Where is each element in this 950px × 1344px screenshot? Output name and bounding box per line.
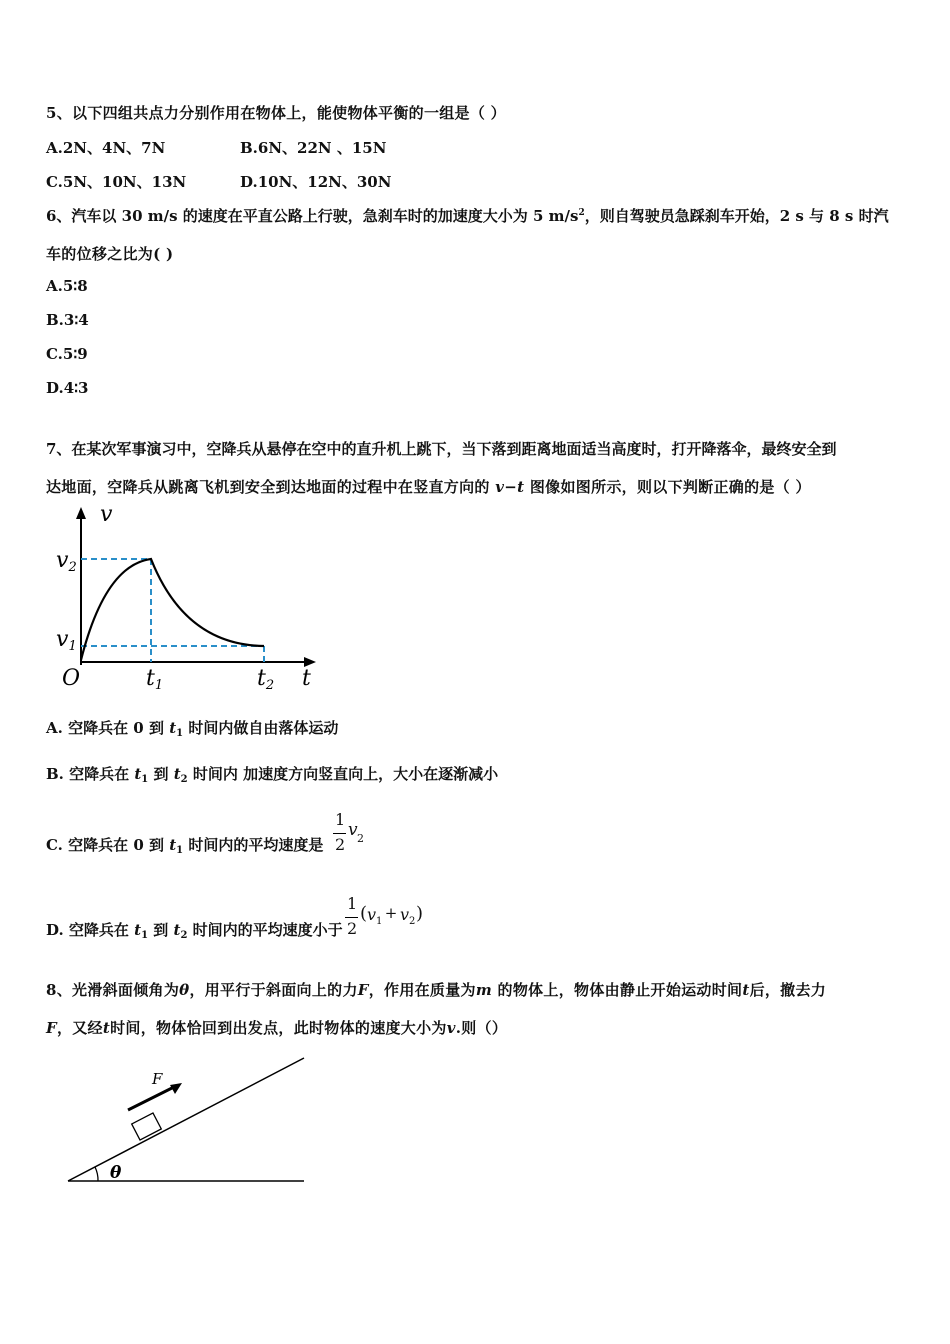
q8-stem-part-b: ，用平行于斜面向上的力 <box>189 981 358 999</box>
q7-option-c-part1: C. 空降兵在 0 到 <box>46 836 170 854</box>
q7-option-b-t1: t <box>134 765 142 783</box>
q6-stem-line2: 车的位移之比为( ) <box>46 245 174 263</box>
q7-stem-line2 <box>46 476 811 497</box>
q7-stem-part-a: 达地面，空降兵从跳离飞机到安全到达地面的过程中在竖直方向的 <box>46 478 496 496</box>
q7-option-d-v1-sub: 1 <box>376 916 383 927</box>
q7-t2-label <box>257 666 274 693</box>
q5-option-b: B.6N、22N 、15N <box>240 139 387 157</box>
q7-t-axis-label: t <box>302 666 311 691</box>
q7-stem-line1: 7、在某次军事演习中，空降兵从悬停在空中的直升机上跳下，当下落到距离地面适当高度时，打开降落伞，最终安全到 <box>46 440 837 458</box>
q7-option-d-v1: v <box>367 905 377 924</box>
q7-origin-label: O <box>62 666 81 691</box>
q5-stem: 5、以下四组共点力分别作用在物体上，能使物体平衡的一组是（ ） <box>46 104 506 122</box>
q7-option-c-var: v <box>348 820 358 840</box>
q7-velocity-curve <box>81 559 264 660</box>
q7-option-d-mid: 到 <box>148 921 174 939</box>
q8-force-label: F <box>152 1070 163 1088</box>
q8-force-arrow <box>128 1086 176 1110</box>
q8-theta: θ <box>179 981 190 999</box>
q7-option-d-t2-sub: 2 <box>180 930 188 941</box>
q7-option-d-v2: v <box>400 905 410 924</box>
q7-v-axis-arrow <box>76 507 86 519</box>
q6-option-b: B.3∶4 <box>46 311 89 329</box>
q8-stem-part-e: 后，撤去力 <box>749 981 827 999</box>
q7-option-d-frac-den: 2 <box>347 919 358 938</box>
q7-option-c-part2: 时间内的平均速度是 <box>183 836 324 854</box>
q6-stem-line1 <box>46 205 889 226</box>
q7-t2-sub: 2 <box>265 678 275 693</box>
q5-option-d: D.10N、12N、30N <box>240 173 392 191</box>
q7-option-c-frac-den: 2 <box>335 835 346 854</box>
q7-option-c-var-sub: 2 <box>357 832 364 845</box>
q8-stem-part-a: 8、光滑斜面倾角为 <box>46 981 180 999</box>
q7-v2-label <box>56 548 77 575</box>
q7-option-c <box>46 834 323 856</box>
q8-line2-v: v <box>446 1019 456 1037</box>
q7-option-b-t1-sub: 1 <box>141 774 149 785</box>
q7-v1-label <box>56 627 77 654</box>
q5-option-c: C.5N、10N、13N <box>46 173 187 191</box>
q7-t1-label <box>146 666 163 693</box>
q7-option-d-frac-bar <box>345 917 358 918</box>
q8-stem-line1 <box>46 979 826 1000</box>
q8-line2-part-c: .则（） <box>455 1019 508 1037</box>
q7-option-d-part1: D. 空降兵在 <box>46 921 135 939</box>
q7-option-d-frac-num: 1 <box>347 894 358 913</box>
q7-v2-letter: v <box>56 548 69 573</box>
q7-option-d-t2: t <box>173 921 181 939</box>
q8-line2-part-a: ，又经 <box>56 1019 103 1037</box>
q7-option-b-t2: t <box>173 765 181 783</box>
q7-option-b-t2-sub: 2 <box>180 774 188 785</box>
q7-option-c-frac-bar <box>333 833 346 834</box>
q7-stem-part-b: 图像如图所示，则以下判断正确的是（ ） <box>524 478 811 496</box>
q7-option-b-mid: 到 <box>148 765 174 783</box>
q7-v2-sub: 2 <box>68 560 77 575</box>
q7-option-d-v2-sub: 2 <box>409 916 416 927</box>
q6-option-a: A.5∶8 <box>46 277 88 295</box>
q7-option-d-paren-close: ) <box>416 903 424 924</box>
q7-option-a-t-sub: 1 <box>176 728 184 739</box>
q6-option-c: C.5∶9 <box>46 345 88 363</box>
q8-time-t: t <box>742 981 750 999</box>
q6-option-d: D.4∶3 <box>46 379 89 397</box>
q7-option-a-part1: A. 空降兵在 0 到 <box>46 719 170 737</box>
q7-option-a <box>46 717 338 739</box>
q8-angle-arc <box>95 1167 98 1181</box>
q8-line2-t: t <box>102 1019 111 1037</box>
q7-option-c-t-sub: 1 <box>176 845 184 856</box>
q5-option-a: A.2N、4N、7N <box>46 139 166 157</box>
q8-line2-F: F <box>46 1019 57 1037</box>
q8-stem-part-d: 的物体上，物体由静止开始运动时间 <box>492 981 743 999</box>
q7-vt-graph <box>50 505 330 695</box>
q8-line2-part-b: 时间，物体恰回到出发点，此时物体的速度大小为 <box>110 1019 447 1037</box>
q7-option-d-formula <box>344 892 434 942</box>
q6-stem-part-b: ，则自驾驶员急踩刹车开始，2 s 与 8 s 时汽 <box>584 207 889 225</box>
q7-option-d-plus: + <box>380 904 403 922</box>
q7-option-d-part2: 时间内的平均速度小于 <box>187 921 343 939</box>
q8-stem-part-c: ，作用在质量为 <box>368 981 476 999</box>
q8-incline-figure <box>60 1052 340 1202</box>
q8-mass-m: m <box>475 981 492 999</box>
q7-option-d <box>46 919 343 941</box>
q7-option-b-part2: 时间内 加速度方向竖直向上，大小在逐渐减小 <box>187 765 499 783</box>
q7-option-c-formula <box>332 808 372 858</box>
q6-stem-superscript: 2 <box>578 208 585 218</box>
q7-option-a-part2: 时间内做自由落体运动 <box>183 719 339 737</box>
q8-block <box>132 1113 162 1140</box>
q8-force-F: F <box>357 981 369 999</box>
q7-option-d-t1-sub: 1 <box>141 930 149 941</box>
q7-v1-letter: v <box>56 627 69 652</box>
q7-option-b <box>46 763 498 785</box>
q7-t2-letter: t <box>257 666 266 691</box>
q8-angle-label: θ <box>110 1163 122 1183</box>
q7-option-c-t: t <box>169 836 177 854</box>
q7-option-b-part1: B. 空降兵在 <box>46 765 135 783</box>
q7-t1-letter: t <box>146 666 155 691</box>
q7-stem-vt: v−t <box>495 478 525 496</box>
q7-v1-sub: 1 <box>68 639 77 654</box>
q8-incline-surface <box>68 1058 304 1181</box>
q7-option-d-paren-open: ( <box>360 903 368 924</box>
q6-stem-part-a: 6、汽车以 30 m/s 的速度在平直公路上行驶，急刹车时的加速度大小为 5 m/s <box>46 207 579 225</box>
q7-v-axis-label: v <box>100 505 113 527</box>
q7-option-d-t1: t <box>134 921 142 939</box>
q7-option-a-t: t <box>169 719 177 737</box>
q7-t1-sub: 1 <box>154 678 164 693</box>
q8-stem-line2 <box>46 1017 507 1038</box>
q7-option-c-frac-num: 1 <box>335 810 346 829</box>
